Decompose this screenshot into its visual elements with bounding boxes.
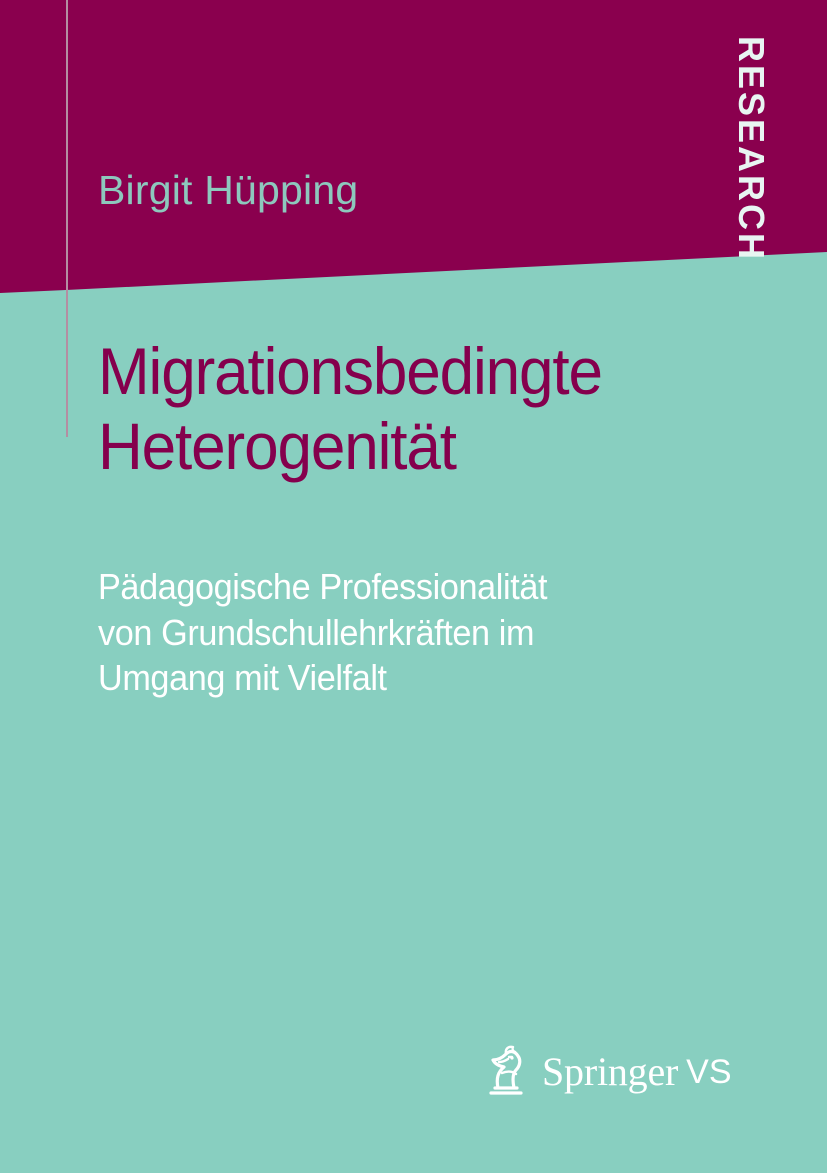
cover-vertical-rule: [66, 0, 68, 437]
subtitle-line: Umgang mit Vielfalt: [98, 657, 387, 699]
subtitle-line: Pädagogische Professionalität: [98, 566, 548, 607]
book-subtitle: [98, 564, 706, 701]
title-line: Migrationsbedingte: [98, 334, 602, 408]
publisher-imprint: VS: [686, 1053, 732, 1091]
book-title: [98, 334, 747, 484]
series-label: RESEARCH: [731, 36, 772, 263]
publisher-logo: [478, 1038, 748, 1106]
subtitle-line: von Grundschullehrkräften im: [98, 611, 535, 653]
chess-knight-icon: [478, 1044, 532, 1100]
publisher-name: Springer: [542, 1049, 679, 1094]
top-color-band: [0, 0, 827, 300]
author-name: Birgit Hüpping: [98, 167, 359, 213]
title-line: Heterogenität: [98, 409, 456, 484]
